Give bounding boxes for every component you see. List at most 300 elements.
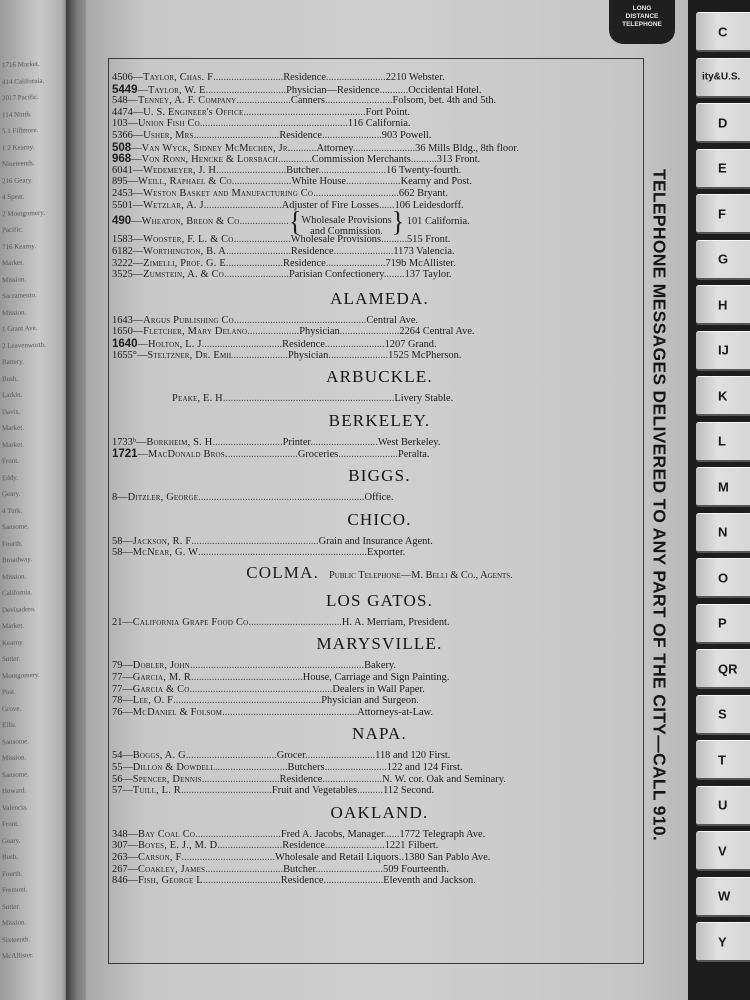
listing-row: 76—McDaniel & Folsom....................................................Attorneys-at-Law. <box>112 706 434 718</box>
listing-address: Physician and Surgeon. <box>321 695 419 707</box>
left-page-text: Market. <box>2 258 24 268</box>
leader-dots: ......................... <box>217 840 283 852</box>
index-tab <box>696 58 750 98</box>
listing-number: 4474 <box>112 106 133 118</box>
listing-name: Taylor, W. E <box>147 84 206 96</box>
listing-number: 3525 <box>112 269 133 281</box>
index-tab <box>696 467 750 507</box>
listing-number: 307 <box>112 840 128 852</box>
left-page-text: 5 1 Fillmore. <box>2 125 39 136</box>
listing-number: 1643 <box>112 314 133 326</box>
listing-business: Residence <box>279 130 323 141</box>
leader-dots: ...... <box>383 828 400 840</box>
listing-address: West Berkeley. <box>377 436 441 448</box>
listing-number: 1650 <box>112 326 133 338</box>
listing-number: 490 <box>112 215 132 228</box>
listing-address: 137 Taylor. <box>404 269 452 281</box>
listing-row: 56—Spencer, Dennis..............................Residence.......................N. W. cor. Oak and Seminary. <box>112 773 506 785</box>
leader-dots: ........................... <box>216 164 287 176</box>
listing-number: 8 <box>112 492 118 503</box>
section-heading: MARYSVILLE. <box>316 634 443 654</box>
index-tab <box>696 285 750 325</box>
left-page-text: Montgomery. <box>2 670 40 680</box>
listing-row: 2453—Weston Basket and Manufacturing Co.................................662 Bryant. <box>112 188 448 199</box>
left-page-text: Geary. <box>2 489 21 499</box>
leader-dots: ....................... <box>323 875 384 887</box>
listing-name: Bay Coal Co <box>137 828 196 840</box>
left-page-text: 114 Ninth. <box>2 109 32 119</box>
listing-row: 307—Boyes, E. J., M. D.........................Residence.......................1221 Filbert. <box>112 840 439 852</box>
index-tab <box>696 12 750 52</box>
left-page-text: 716 Kearny. <box>2 241 37 251</box>
listing-name: MacDonald Bros. <box>147 449 228 461</box>
listing-number: 55 <box>112 762 123 773</box>
leader-dots: ................................................... <box>233 314 367 326</box>
listing-row: 846—Fish, George L..............................Residence.......................Eleventh and Jackson. <box>112 875 476 887</box>
listing-address: N. W. cor. Oak and Seminary. <box>382 773 506 785</box>
listing-name: Lee, O. F <box>132 695 174 707</box>
leader-dots: ........................... <box>305 750 376 762</box>
listing-row: 54—Boggs, A. G...................................Grocer...........................118 and 120 First. <box>112 750 451 762</box>
listing-row: 58—Jackson, R. F.................................................Grain and Insurance Agent. <box>112 535 433 547</box>
listing-number: 263 <box>112 852 128 863</box>
listing-number: 79 <box>112 660 123 672</box>
listing-address: Central Ave. <box>366 314 419 326</box>
leader-dots: .............................. <box>201 773 280 785</box>
index-tab-label: IJ <box>718 342 729 358</box>
left-page-text: Sansome. <box>2 522 30 532</box>
colma-section <box>112 563 647 583</box>
leader-dots: ........................... <box>213 72 284 83</box>
leader-dots: ........................... <box>227 449 298 461</box>
listing-row <box>112 393 453 405</box>
listing-business: Physician <box>299 326 340 338</box>
listing-address: 509 Fourteenth. <box>383 863 449 875</box>
listing-row: 267—Coakley, James..............................Butcher..........................509 Fourteenth. <box>112 863 449 875</box>
leader-dots: ................................... <box>185 750 277 762</box>
index-tab <box>696 922 750 962</box>
listing-row: 1583—Wooster, F. L. & Co......................Wholesale Provisions..........515 Front. <box>112 234 451 246</box>
listing-row: 348—Bay Coal Co.................................Fred A. Jacobs, Manager......1772 Telegraph Ave. <box>112 828 486 840</box>
listing-name: Wedemeyer, J. H <box>143 164 217 176</box>
leader-dots: ................................................................... <box>190 660 365 672</box>
listing-name: Carson, F <box>137 852 182 863</box>
listing-name: Worthington, B. A <box>143 246 226 257</box>
listing-address: Fort Point. <box>365 106 411 118</box>
listing-name: Boyes, E. J., M. D <box>137 840 218 852</box>
listing-number: 57 <box>112 785 123 797</box>
leader-dots: .................................................... <box>222 706 358 718</box>
listing-address: 1772 Telegraph Ave. <box>399 828 486 840</box>
listing-name: McDaniel & Folsom <box>132 706 223 718</box>
listing-address: H. A. Merriam, President. <box>341 616 450 628</box>
left-page-text: 414 California. <box>2 76 45 86</box>
listing-address: 1221 Filbert. <box>384 840 439 852</box>
index-tab <box>696 331 750 371</box>
index-tab <box>696 649 750 689</box>
listing-address: Occidental Hotel. <box>408 84 482 96</box>
listing-address: 903 Powell. <box>381 130 432 141</box>
left-page-text: Market. <box>2 423 24 433</box>
listing-name: Holton, L. J <box>147 339 202 350</box>
listing-number: 267 <box>112 863 128 875</box>
left-page-text: Sutter. <box>2 902 21 911</box>
leader-dots: .................................................................. <box>222 393 395 405</box>
left-page-text: 2 Montgomery. <box>2 208 46 218</box>
left-page-text: Front. <box>2 456 19 466</box>
index-tab <box>696 103 750 143</box>
leader-dots: ........................ <box>324 762 387 773</box>
left-page-text: 4 Spear. <box>2 192 25 202</box>
left-page-text: Front. <box>2 819 19 829</box>
listing-number: 77 <box>112 672 123 683</box>
index-tab-label: Y <box>718 934 727 949</box>
listing-number: 968 <box>112 153 132 166</box>
listing-number: 548 <box>112 95 128 107</box>
left-page-text: Howard. <box>2 786 27 796</box>
leader-dots: ................................. <box>193 130 280 141</box>
listing-number: 1733ᵇ <box>112 436 136 448</box>
leader-dots: ..................... <box>346 176 401 188</box>
listing-row: 490—Wheaton, Breon & Co...................{ Wholesale Provisions and Commission. } 101 California. <box>112 205 470 238</box>
listing-business: Physician <box>287 349 329 361</box>
listing-number: 78 <box>112 695 123 707</box>
index-tab <box>696 786 750 826</box>
index-tab <box>696 422 750 462</box>
listing-name: Peake, E. H <box>172 393 223 405</box>
listing-name: Garcia, M. R <box>132 672 192 683</box>
listing-name: Fish, George L <box>137 875 203 887</box>
leader-dots: .......... <box>290 142 317 154</box>
listing-row: 6041—Wedemeyer, J. H...........................Butcher..........................16 Twenty-fourth. <box>112 164 462 176</box>
listing-address: Kearny and Post. <box>400 176 472 188</box>
leader-dots: .................................... <box>248 616 342 628</box>
listing-business: Residence <box>290 246 334 257</box>
listing-number: 6041 <box>112 164 133 176</box>
listing-address: 101 California. <box>406 216 470 228</box>
listing-row: 21—California Grape Food Co....................................H. A. Merriam, President. <box>112 616 450 628</box>
listing-row: 5366—Usher, Mrs.................................Residence.......................903 Powell. <box>112 130 432 141</box>
left-page-text: Sutter. <box>2 654 21 664</box>
listing-number: 846 <box>112 875 128 887</box>
leader-dots: .. <box>398 852 404 863</box>
listing-address: 1525 McPherson. <box>388 349 462 361</box>
listing-row: 3525—Zumstein, A. & Co.........................Parisian Confectionery........137 Taylor. <box>112 269 452 281</box>
leader-dots: ................................. <box>195 828 281 840</box>
listing-address: 662 Bryant. <box>398 188 448 199</box>
index-tab <box>696 376 750 416</box>
left-page-text: Valencia. <box>2 802 28 812</box>
leader-dots: ....................................................... <box>189 683 333 695</box>
listing-number: 1655° <box>112 349 137 361</box>
index-tab <box>696 149 750 189</box>
leader-dots: ..................... <box>233 349 288 361</box>
listing-row: 77—Garcia, M. R...........................................House, Carriage and Sign Painting. <box>112 672 450 683</box>
index-tab <box>696 740 750 780</box>
section-heading: ARBUCKLE. <box>326 367 433 387</box>
leader-dots: ..................... <box>236 95 291 107</box>
left-page-text: Sansome. <box>2 769 30 779</box>
colma-heading: COLMA. <box>246 562 320 582</box>
listing-business: Grocer <box>276 750 305 762</box>
listing-row: 8—Ditzler, George................................................................Office. <box>112 492 394 503</box>
leader-dots: ....................... <box>324 339 385 350</box>
listing-business: Parisian Confectionery <box>288 269 384 281</box>
listing-name: Van Wyck, Sidney McMechen, Jr. <box>141 142 291 154</box>
section-heading: CHICO. <box>347 509 412 529</box>
listing-name: Tuill, L. R <box>132 785 181 797</box>
leader-dots: ......................................................... <box>173 695 322 707</box>
listing-business: Commission Merchants <box>311 154 411 166</box>
index-tab <box>696 877 750 917</box>
margin-banner <box>644 80 674 930</box>
leader-dots: .......... <box>357 785 384 797</box>
leader-dots: .................... <box>247 326 300 338</box>
left-page-text: Sacramento. <box>2 291 37 301</box>
leader-dots: ....................... <box>325 257 386 269</box>
index-tab-label: L <box>718 433 726 449</box>
listing-number: 76 <box>112 706 123 718</box>
listing-business: Wholesale Provisions <box>290 234 382 246</box>
listing-row: 263—Carson, F....................................Wholesale and Retail Liquors..1380 San Pablo Ave. <box>112 852 491 863</box>
leader-dots: ........................... <box>212 436 283 448</box>
listing-address: 313 Front. <box>436 154 481 166</box>
listing-business: Butcher <box>286 164 319 176</box>
left-page-text: Pacific. <box>2 225 24 235</box>
listing-row: 6182—Worthington, B. A.........................Residence.......................1173 Valencia. <box>112 246 455 257</box>
left-page-text: Market. <box>2 439 24 449</box>
left-page-text: 1 2 Kearny. <box>2 142 35 152</box>
leader-dots: ....................... <box>231 176 292 188</box>
listing-business-line-2: and Commission. <box>310 226 383 238</box>
left-page-text: Broadway. <box>2 555 33 565</box>
left-page-text: Eddy. <box>2 473 19 482</box>
leader-dots: ........ <box>383 269 405 281</box>
listing-row: 5501—Wetzlar, A. J..............................Adjuster of Fire Losses......106 Leidesdorff. <box>112 199 464 211</box>
leader-dots: ....................... <box>339 326 400 338</box>
listing-name: Zumstein, A. & Co <box>143 269 225 281</box>
listing-business: Butcher <box>283 863 316 875</box>
index-tab-label: N <box>718 524 728 540</box>
listing-name: Taylor, Chas. F <box>143 72 214 83</box>
listing-row: 55—Dillon & Dowdell............................Butchers........................122 and 124 First. <box>112 762 463 773</box>
listing-row: 1643—Argus Publishing Co...................................................Central Ave. <box>112 314 419 326</box>
listing-name: Wheaton, Breon & Co <box>141 216 240 228</box>
listing-name: Coakley, James <box>137 863 206 875</box>
left-page-text: Fourth. <box>2 869 23 878</box>
leader-dots: ............................... <box>205 84 287 96</box>
brace: { <box>288 205 302 238</box>
index-tab-label: V <box>718 843 727 858</box>
listing-number: 54 <box>112 750 123 762</box>
index-tab <box>696 240 750 280</box>
leader-dots: ....................... <box>322 130 382 141</box>
leader-dots: .............................. <box>203 199 282 211</box>
index-tab-label: ity&U.S. <box>702 71 741 83</box>
section-heading: ALAMEDA. <box>330 288 429 308</box>
listing-address: 2264 Central Ave. <box>399 326 475 338</box>
left-page-text: Mission. <box>2 571 27 581</box>
listing-business: Butchers <box>287 762 325 773</box>
listing-row: 79—Dobler, John...................................................................Bakery. <box>112 660 397 672</box>
listing-number: 103 <box>112 118 128 130</box>
brace: } <box>391 205 405 238</box>
listing-row: 78—Lee, O. F.........................................................Physician and Surgeon. <box>112 695 419 707</box>
index-tab-label: P <box>718 615 727 631</box>
listing-address: 118 and 120 First. <box>375 750 451 762</box>
left-page-text: Battery. <box>2 357 24 367</box>
listing-row: 4474—U. S. Engineer's Office...............................................Fort Point. <box>112 106 411 118</box>
listing-name: Wetzlar, A. J <box>143 199 204 211</box>
leader-dots: ....................... <box>324 840 385 852</box>
listing-address: 122 and 124 First. <box>386 762 463 773</box>
leader-dots: .......................... <box>324 95 393 107</box>
left-page-text: Fourth. <box>2 539 23 548</box>
listing-name: Dobler, John <box>132 660 191 672</box>
index-tab-label: K <box>718 388 728 403</box>
leader-dots: ................... <box>239 216 289 228</box>
colma-note: Public Telephone—M. Belli & Co., Agents. <box>329 569 513 581</box>
left-page-text: 1 Grant Ave. <box>2 323 38 334</box>
listing-name: Zimelli, Prof. G. E <box>143 257 226 269</box>
left-page-text: Kearny. <box>2 637 24 647</box>
listing-business: Printer <box>282 436 311 448</box>
listing-name: Argus Publishing Co <box>143 314 234 326</box>
index-tab-label: D <box>718 115 728 130</box>
index-tab-label: T <box>718 752 726 767</box>
left-page-text: Bush. <box>2 374 19 383</box>
left-page-text: Bush. <box>2 852 19 862</box>
listing-number: 5501 <box>112 199 133 211</box>
index-tab <box>696 513 750 553</box>
listing-address: Dealers in Wall Paper. <box>332 683 425 695</box>
left-page-text: Post. <box>2 687 16 697</box>
listing-name: Ditzler, George <box>127 492 199 503</box>
listing-business: Fruit and Vegetables <box>271 785 358 797</box>
listing-address: 16 Twenty-fourth. <box>386 164 462 176</box>
listing-name: Spencer, Dennis <box>132 773 202 785</box>
leader-dots: .......................... <box>315 863 383 875</box>
leader-dots: ....................... <box>322 773 383 785</box>
listing-number: 3222 <box>112 257 133 269</box>
listing-number: 58 <box>112 535 123 547</box>
listing-address: Attorneys-at-Law. <box>357 706 434 718</box>
listing-number: 1583 <box>112 234 133 246</box>
listing-business: Canners <box>290 95 325 107</box>
index-tab <box>696 604 750 644</box>
listing-name: Weill, Raphael & Co <box>137 176 232 188</box>
margin-banner-text: TELEPHONE MESSAGES DELIVERED TO ANY PART OF THE CITY—CALL 910. <box>649 168 670 842</box>
leader-dots: .............................. <box>202 875 281 887</box>
long-distance-telephone-badge <box>609 0 675 44</box>
listing-number: 56 <box>112 773 123 785</box>
listing-business: Residence <box>282 840 325 852</box>
listing-row: 548—Tenney, A. F. Company.....................Canners..........................Folsom, bet. 4th and 5th. <box>112 95 497 107</box>
listing-address: 2210 Webster. <box>385 72 445 83</box>
listing-address: 36 Mills Bldg., 8th floor. <box>415 142 519 154</box>
left-page-text: Devisadero. <box>2 604 36 614</box>
listing-business: Adjuster of Fire Losses <box>281 199 379 211</box>
listing-number: 2453 <box>112 188 133 199</box>
index-tab-label: H <box>718 297 728 312</box>
listing-name: Union Fish Co <box>137 118 200 130</box>
listing-row: 57—Tuill, L. R...................................Fruit and Vegetables..........112 Second. <box>112 785 435 797</box>
leader-dots: ................................................................ <box>198 492 365 503</box>
leader-dots: ....................... <box>328 349 389 361</box>
leader-dots: .......................... <box>310 436 378 448</box>
listing-row: 1721—MacDonald Bros............................Groceries.......................Peralta. <box>112 448 430 461</box>
listing-business: Groceries <box>297 449 339 461</box>
listing-row: 4506—Taylor, Chas. F...........................Residence.......................2210 Webster. <box>112 72 445 83</box>
leader-dots: ............................... <box>201 339 283 350</box>
listing-number: 21 <box>112 616 123 628</box>
listing-number: 77 <box>112 683 123 695</box>
listing-number: 1721 <box>112 448 138 461</box>
left-facing-page <box>0 0 72 1000</box>
left-page-text: Geary. <box>2 836 21 845</box>
leader-dots: ....................... <box>338 449 398 461</box>
index-tab-label: U <box>718 797 728 813</box>
thumb-index-tabs <box>688 0 750 1000</box>
listing-name: Tenney, A. F. Company <box>137 95 237 107</box>
listing-row: 1650—Fletcher, Mary Delano....................Physician.......................2264 Central Ave. <box>112 326 475 338</box>
listing-address: Livery Stable. <box>394 393 454 405</box>
listing-row: 58—McNear, G. W.................................................................Exporter. <box>112 547 406 559</box>
listing-name: Jackson, R. F <box>132 535 192 547</box>
listing-address: 515 Front. <box>407 234 451 246</box>
listing-name: Von Ronn, Hencke & Lorsbach <box>141 154 279 166</box>
index-tab-label: G <box>718 251 729 267</box>
listing-number: 6182 <box>112 246 133 257</box>
left-page-text: Larkin. <box>2 390 23 400</box>
index-tab-label: C <box>718 24 728 39</box>
section-heading: LOS GATOS. <box>325 590 434 610</box>
index-tab-label: E <box>718 160 727 176</box>
listing-business: Residence <box>283 257 326 269</box>
listing-number: 895 <box>112 176 128 188</box>
listing-business: Residence <box>283 72 326 83</box>
listing-number: 1640 <box>112 338 138 350</box>
left-page-text: 2017 Pacific. <box>2 92 39 103</box>
listing-business: Residence <box>282 339 325 350</box>
listing-address: Grain and Insurance Agent. <box>318 535 433 547</box>
badge-line-1: LONG <box>632 5 652 12</box>
listing-name: Steltzner, Dr. Emil <box>147 349 234 361</box>
leader-dots: ....................... <box>325 72 386 83</box>
listing-address: Bakery. <box>364 660 397 672</box>
left-page-text: Mission. <box>2 918 27 928</box>
listing-address: Exporter. <box>366 547 406 559</box>
left-page-text: Ellis. <box>2 720 17 730</box>
left-page-text: McAllister. <box>2 951 34 961</box>
listing-name: Weston Basket and Manufacturing Co <box>143 188 314 199</box>
listing-business: Physician—Residence <box>286 84 380 96</box>
left-page-text: Fremont. <box>2 885 28 895</box>
leader-dots: ................................................. <box>191 535 319 547</box>
listing-business-line-1: Wholesale Provisions <box>301 215 392 227</box>
leader-dots: ...................... <box>225 257 284 269</box>
section-heading: NAPA. <box>352 724 407 744</box>
leader-dots: ...................... <box>233 234 291 246</box>
listing-address: Office. <box>364 492 394 503</box>
leader-dots: ................................. <box>313 188 399 199</box>
left-page-text: Sixteenth. <box>2 934 31 944</box>
leader-dots: .......................... <box>318 164 387 176</box>
listing-business: Residence <box>280 875 324 887</box>
leader-dots: ....................... <box>333 246 394 257</box>
listing-name: Usher, Mrs <box>143 130 194 141</box>
section-heading: BIGGS. <box>348 466 411 485</box>
